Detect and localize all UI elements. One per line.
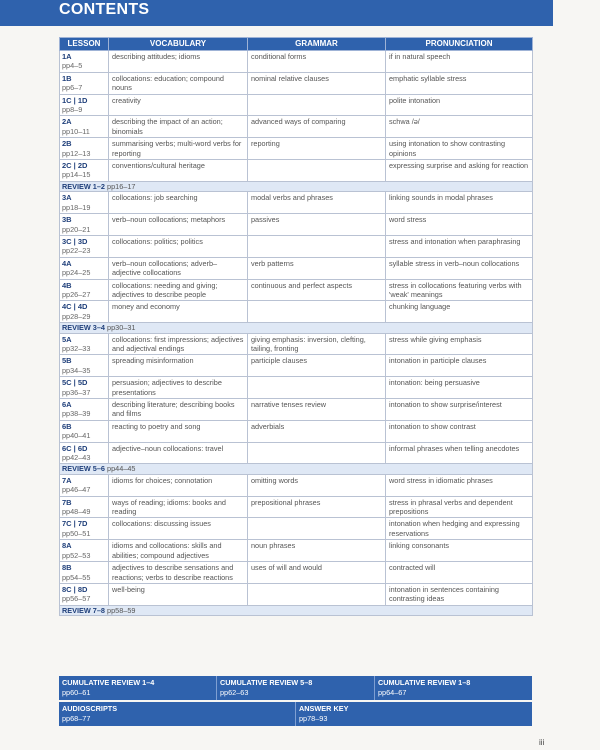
lesson-cell[interactable] — [60, 420, 109, 442]
lesson-code: 5C | 5D — [62, 378, 88, 388]
pronunciation-cell: stress while giving emphasis — [386, 333, 533, 355]
vocabulary-cell: adjective–noun collocations: travel — [109, 442, 248, 464]
lesson-cell[interactable] — [60, 116, 109, 138]
lesson-cell[interactable] — [60, 442, 109, 464]
review-pages: pp58–59 — [107, 605, 136, 615]
grammar-cell — [248, 583, 386, 605]
extras-bar — [59, 702, 532, 726]
pronunciation-cell: using intonation to show contrasting opinions — [386, 138, 533, 160]
lesson-cell[interactable] — [60, 235, 109, 257]
lesson-cell[interactable] — [60, 518, 109, 540]
lesson-pages: pp8–9 — [62, 105, 83, 115]
lesson-code: 5A — [62, 334, 72, 344]
answer-key-section[interactable] — [296, 702, 532, 726]
lesson-pages: pp34–35 — [62, 365, 91, 375]
lesson-pages: pp12–13 — [62, 148, 91, 158]
cumulative-review-pages: pp62–63 — [220, 687, 249, 697]
vocabulary-cell: collocations: discussing issues — [109, 518, 248, 540]
lesson-code: 2B — [62, 139, 72, 149]
pronunciation-cell: polite intonation — [386, 94, 533, 116]
lesson-cell[interactable] — [60, 94, 109, 116]
lesson-code: 6B — [62, 421, 72, 431]
lesson-pages: pp28–29 — [62, 311, 91, 321]
lesson-code: 4B — [62, 280, 72, 290]
vocabulary-cell: describing literature; describing books and films — [109, 399, 248, 421]
pronunciation-cell: expressing surprise and asking for reaction — [386, 160, 533, 182]
lesson-pages: pp42–43 — [62, 453, 91, 463]
lesson-cell[interactable] — [60, 72, 109, 94]
pronunciation-cell: stress in phrasal verbs and dependent prepositions — [386, 496, 533, 518]
pronunciation-cell: linking sounds in modal phrases — [386, 192, 533, 214]
lesson-pages: pp50–51 — [62, 528, 91, 538]
pronunciation-cell: word stress — [386, 214, 533, 236]
lesson-pages: pp38–39 — [62, 409, 91, 419]
vocabulary-cell: summarising verbs; multi-word verbs for reporting — [109, 138, 248, 160]
lesson-cell[interactable] — [60, 279, 109, 301]
lesson-cell[interactable] — [60, 496, 109, 518]
vocabulary-cell: verb–noun collocations; metaphors — [109, 214, 248, 236]
lesson-pages: pp14–15 — [62, 170, 91, 180]
lesson-row — [60, 279, 533, 301]
lesson-pages: pp40–41 — [62, 431, 91, 441]
review-row — [60, 464, 533, 474]
grammar-cell: participle clauses — [248, 355, 386, 377]
cumulative-review-bar — [59, 676, 532, 700]
lesson-row — [60, 474, 533, 496]
grammar-cell: prepositional phrases — [248, 496, 386, 518]
grammar-cell — [248, 442, 386, 464]
grammar-cell: omitting words — [248, 474, 386, 496]
lesson-row — [60, 355, 533, 377]
grammar-cell: adverbials — [248, 420, 386, 442]
page-title: CONTENTS — [59, 1, 150, 18]
grammar-cell: reporting — [248, 138, 386, 160]
vocabulary-cell: adjectives to describe sensations and reactions; verbs to describe reactions — [109, 562, 248, 584]
audioscripts-pages: pp68–77 — [62, 713, 91, 723]
vocabulary-cell: verb–noun collocations; adverb–adjective collocations — [109, 257, 248, 279]
vocabulary-cell: collocations: job searching — [109, 192, 248, 214]
lesson-code: 3A — [62, 193, 72, 203]
grammar-cell — [248, 518, 386, 540]
review-cell[interactable] — [60, 464, 533, 474]
lesson-cell[interactable] — [60, 51, 109, 73]
grammar-cell — [248, 94, 386, 116]
lesson-code: 6C | 6D — [62, 443, 88, 453]
audioscripts-title: AUDIOSCRIPTS — [62, 704, 118, 713]
lesson-row — [60, 257, 533, 279]
lesson-code: 1C | 1D — [62, 95, 88, 105]
lesson-pages: pp20–21 — [62, 224, 91, 234]
grammar-cell — [248, 301, 386, 323]
lesson-code: 4A — [62, 258, 72, 268]
vocabulary-cell: conventions/cultural heritage — [109, 160, 248, 182]
lesson-row — [60, 540, 533, 562]
lesson-pages: pp24–25 — [62, 268, 91, 278]
cumulative-review-5-8[interactable] — [217, 676, 375, 700]
lesson-pages: pp10–11 — [62, 126, 90, 136]
lesson-row — [60, 72, 533, 94]
column-header-pronunciation: PRONUNCIATION — [386, 38, 533, 51]
lesson-code: 8C | 8D — [62, 584, 88, 594]
cumulative-review-1-4[interactable] — [59, 676, 217, 700]
lesson-row — [60, 301, 533, 323]
audioscripts-section[interactable] — [59, 702, 296, 726]
vocabulary-cell: collocations: politics; politics — [109, 235, 248, 257]
table-header-row — [60, 38, 533, 51]
lesson-code: 7B — [62, 497, 72, 507]
lesson-pages: pp36–37 — [62, 387, 91, 397]
lesson-code: 7C | 7D — [62, 519, 88, 529]
lesson-code: 6A — [62, 400, 72, 409]
lesson-code: 8B — [62, 563, 72, 573]
lesson-cell[interactable] — [60, 583, 109, 605]
pronunciation-cell: contracted will — [386, 562, 533, 584]
lesson-code: 2C | 2D — [62, 161, 88, 171]
vocabulary-cell: idioms for choices; connotation — [109, 474, 248, 496]
lesson-cell[interactable] — [60, 257, 109, 279]
grammar-cell: continuous and perfect aspects — [248, 279, 386, 301]
pronunciation-cell: stress and intonation when paraphrasing — [386, 235, 533, 257]
grammar-cell: uses of will and would — [248, 562, 386, 584]
pronunciation-cell: schwa /ə/ — [386, 116, 533, 138]
lesson-row — [60, 138, 533, 160]
answer-key-title: ANSWER KEY — [299, 704, 349, 713]
contents-header — [0, 0, 553, 26]
lesson-row — [60, 235, 533, 257]
answer-key-pages: pp78–93 — [299, 713, 328, 723]
lesson-cell[interactable] — [60, 540, 109, 562]
lesson-cell[interactable] — [60, 355, 109, 377]
lesson-pages: pp56–57 — [62, 594, 91, 604]
lesson-row — [60, 51, 533, 73]
contents-table-body — [60, 51, 533, 616]
review-pages: pp16–17 — [107, 181, 136, 191]
grammar-cell: conditional forms — [248, 51, 386, 73]
vocabulary-cell: creativity — [109, 94, 248, 116]
lesson-row — [60, 583, 533, 605]
lesson-row — [60, 192, 533, 214]
grammar-cell: advanced ways of comparing — [248, 116, 386, 138]
pronunciation-cell: chunking language — [386, 301, 533, 323]
lesson-pages: pp6–7 — [62, 83, 83, 93]
lesson-pages: pp48–49 — [62, 507, 91, 517]
vocabulary-cell: money and economy — [109, 301, 248, 323]
pronunciation-cell: syllable stress in verb–noun collocations — [386, 257, 533, 279]
cumulative-review-pages: pp60–61 — [62, 687, 91, 697]
lesson-code: 1A — [62, 52, 72, 61]
lesson-cell[interactable] — [60, 474, 109, 496]
vocabulary-cell: ways of reading; idioms: books and reading — [109, 496, 248, 518]
vocabulary-cell: describing attitudes; idioms — [109, 51, 248, 73]
pronunciation-cell: intonation in participle clauses — [386, 355, 533, 377]
pronunciation-cell: intonation: being persuasive — [386, 377, 533, 399]
lesson-cell[interactable] — [60, 301, 109, 323]
review-label: REVIEW 5–6 — [62, 464, 105, 474]
cumulative-review-title: CUMULATIVE REVIEW 1–4 — [62, 678, 155, 687]
column-header-vocabulary: VOCABULARY — [109, 38, 248, 51]
grammar-cell — [248, 235, 386, 257]
grammar-cell: noun phrases — [248, 540, 386, 562]
pronunciation-cell: if in natural speech — [386, 51, 533, 73]
grammar-cell: verb patterns — [248, 257, 386, 279]
grammar-cell: modal verbs and phrases — [248, 192, 386, 214]
grammar-cell: narrative tenses review — [248, 399, 386, 421]
pronunciation-cell: informal phrases when telling anecdotes — [386, 442, 533, 464]
pronunciation-cell: linking consonants — [386, 540, 533, 562]
lesson-row — [60, 420, 533, 442]
column-header-lesson: LESSON — [60, 38, 109, 51]
lesson-code: 7A — [62, 475, 72, 485]
lesson-code: 2A — [62, 117, 72, 127]
lesson-cell[interactable] — [60, 214, 109, 236]
cumulative-review-title: CUMULATIVE REVIEW 1–8 — [378, 678, 471, 687]
lesson-row — [60, 333, 533, 355]
lesson-cell[interactable] — [60, 562, 109, 584]
lesson-code: 1B — [62, 73, 72, 83]
review-cell[interactable] — [60, 181, 533, 191]
review-row — [60, 181, 533, 191]
pronunciation-cell: emphatic syllable stress — [386, 72, 533, 94]
vocabulary-cell: collocations: needing and giving; adjectives to describe people — [109, 279, 248, 301]
lesson-row — [60, 562, 533, 584]
grammar-cell: giving emphasis: inversion, clefting, tailing, fronting — [248, 333, 386, 355]
lesson-row — [60, 518, 533, 540]
grammar-cell: passives — [248, 214, 386, 236]
lesson-cell[interactable] — [60, 160, 109, 182]
lesson-row — [60, 214, 533, 236]
column-header-grammar: GRAMMAR — [248, 38, 386, 51]
review-label: REVIEW 7–8 — [62, 605, 105, 615]
lesson-pages: pp4–5 — [62, 61, 83, 71]
pronunciation-cell: word stress in idiomatic phrases — [386, 474, 533, 496]
vocabulary-cell: collocations: education; compound nouns — [109, 72, 248, 94]
lesson-pages: pp22–23 — [62, 246, 91, 256]
pronunciation-cell: intonation in sentences containing contrasting ideas — [386, 583, 533, 605]
lesson-row — [60, 94, 533, 116]
vocabulary-cell: describing the impact of an action; binomials — [109, 116, 248, 138]
pronunciation-cell: stress in collocations featuring verbs with 'weak' meanings — [386, 279, 533, 301]
pronunciation-cell: intonation to show contrast — [386, 420, 533, 442]
review-cell[interactable] — [60, 323, 533, 333]
lesson-pages: pp54–55 — [62, 572, 91, 582]
vocabulary-cell: collocations: first impressions; adjectives and adjectival endings — [109, 333, 248, 355]
review-cell[interactable] — [60, 605, 533, 615]
lesson-row — [60, 442, 533, 464]
lesson-pages: pp32–33 — [62, 343, 91, 353]
lesson-cell[interactable] — [60, 377, 109, 399]
lesson-code: 4C | 4D — [62, 302, 88, 312]
vocabulary-cell: reacting to poetry and song — [109, 420, 248, 442]
review-pages: pp30–31 — [107, 323, 136, 333]
lesson-cell[interactable] — [60, 192, 109, 214]
contents-table — [59, 37, 533, 616]
lesson-cell[interactable] — [60, 138, 109, 160]
vocabulary-cell: persuasion; adjectives to describe presentations — [109, 377, 248, 399]
review-label: REVIEW 3–4 — [62, 323, 105, 333]
lesson-cell[interactable] — [60, 333, 109, 355]
lesson-pages: pp26–27 — [62, 289, 91, 299]
cumulative-review-title: CUMULATIVE REVIEW 5–8 — [220, 678, 313, 687]
grammar-cell — [248, 160, 386, 182]
lesson-row — [60, 496, 533, 518]
review-row — [60, 323, 533, 333]
grammar-cell: nominal relative clauses — [248, 72, 386, 94]
grammar-cell — [248, 377, 386, 399]
lesson-code: 3B — [62, 215, 72, 225]
lesson-code: 3C | 3D — [62, 236, 88, 246]
pronunciation-cell: intonation when hedging and expressing reservations — [386, 518, 533, 540]
lesson-code: 5B — [62, 356, 72, 366]
lesson-pages: pp18–19 — [62, 202, 91, 212]
lesson-row — [60, 116, 533, 138]
cumulative-review-pages: pp64–67 — [378, 687, 407, 697]
lesson-pages: pp52–53 — [62, 550, 91, 560]
vocabulary-cell: idioms and collocations: skills and abilities; compound adjectives — [109, 540, 248, 562]
page-number: iii — [539, 738, 545, 747]
lesson-code: 8A — [62, 541, 72, 551]
review-label: REVIEW 1–2 — [62, 181, 105, 191]
lesson-cell[interactable] — [60, 399, 109, 421]
vocabulary-cell: spreading misinformation — [109, 355, 248, 377]
pronunciation-cell: intonation to show surprise/interest — [386, 399, 533, 421]
review-pages: pp44–45 — [107, 464, 136, 474]
lesson-pages: pp46–47 — [62, 485, 91, 495]
cumulative-review-1-8[interactable] — [375, 676, 532, 700]
vocabulary-cell: well-being — [109, 583, 248, 605]
review-row — [60, 605, 533, 615]
lesson-row — [60, 399, 533, 421]
lesson-row — [60, 377, 533, 399]
lesson-row — [60, 160, 533, 182]
